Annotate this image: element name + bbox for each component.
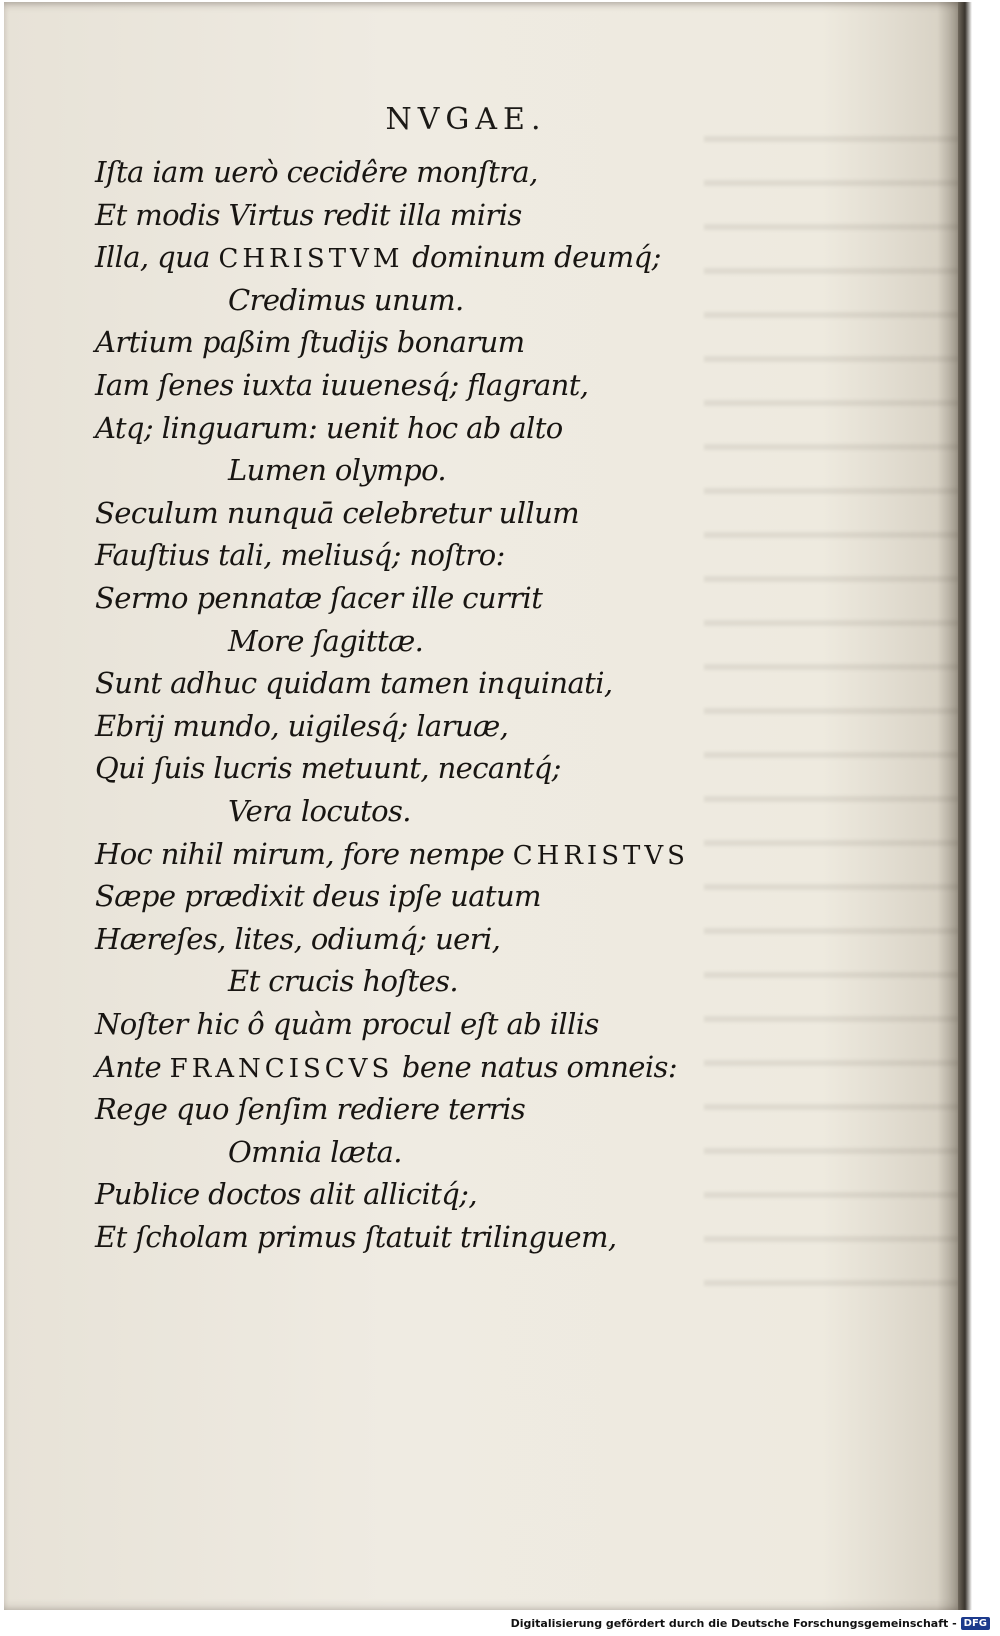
poem-line [95, 239, 661, 277]
line-text: Ante [95, 1049, 170, 1084]
line-text: Qui ſuis lucris metuunt, necantq́; [95, 751, 561, 786]
line-text-continued: dominum deumq́; [403, 240, 661, 275]
line-text: Vera locutos. [228, 794, 411, 828]
poem-line [228, 793, 411, 829]
line-text: Ebrij mundo, uigilesq́; laruæ, [95, 708, 509, 743]
poem-line [95, 324, 525, 360]
line-caps-text: FRANCISCVS [169, 1053, 394, 1084]
poem-line [95, 665, 613, 701]
line-text: Illa, qua [95, 240, 219, 275]
poem-line [95, 1091, 525, 1127]
line-text: Seculum nunquā celebretur ullum [95, 495, 580, 530]
page-edge [958, 2, 972, 1610]
poem-line [95, 836, 689, 874]
line-text: Sermo pennatæ ſacer ille currit [95, 581, 543, 615]
digitization-footer [511, 1613, 990, 1633]
line-caps-text: CHRISTVM [218, 244, 404, 275]
poem-line [95, 367, 588, 403]
poem-line [95, 1049, 677, 1087]
line-text: Sæpe prædixit deus ipſe uatum [95, 879, 541, 914]
line-text: Iſta iam uerò cecidêre monſtra, [95, 155, 538, 189]
poem-line [95, 878, 541, 914]
line-text: Lumen olympo. [228, 453, 447, 488]
poem-line [95, 537, 505, 573]
poem-line [95, 580, 542, 616]
poem-line [95, 197, 522, 233]
line-caps-text: CHRISTVS [512, 840, 689, 871]
line-text: More ſagittæ. [228, 623, 424, 658]
line-text-continued: bene natus omneis: [393, 1049, 677, 1084]
poem-line [95, 1176, 477, 1212]
book-page [4, 2, 966, 1610]
line-text: Noſter hic ô quàm procul eſt ab illis [95, 1007, 599, 1041]
line-text: Credimus unum. [228, 282, 464, 317]
poem-line [95, 1219, 617, 1255]
poem-line [95, 750, 561, 786]
poem-line [228, 452, 446, 488]
poem-line [95, 1006, 599, 1042]
dfg-logo-icon: DFG [961, 1617, 990, 1630]
line-text: Et ſcholam primus ſtatuit trilinguem, [95, 1220, 617, 1254]
line-text: Omnia læta. [228, 1134, 402, 1169]
poem-line [95, 154, 538, 190]
footer-credit: Digitalisierung gefördert durch die Deutsche Forschungsgemeinschaft - [510, 1616, 957, 1630]
line-text: Iam ſenes iuxta iuuenesq́; flagrant, [95, 368, 589, 402]
poem-line [95, 495, 579, 531]
line-text: Artium paßim ſtudijs bonarum [95, 325, 525, 360]
poem-line [95, 921, 500, 957]
line-text: Hæreſes, lites, odiumq́; ueri, [95, 921, 501, 956]
line-text: Publice doctos alit allicitq́;, [95, 1177, 477, 1212]
poem-line [228, 282, 464, 318]
line-text: Hoc nihil mirum, fore nempe [95, 836, 513, 871]
poem-line [95, 708, 508, 744]
poem-line [95, 410, 563, 446]
line-text: Sunt adhuc quidam tamen inquinati, [95, 666, 613, 701]
bleed-through-text [704, 102, 964, 1302]
running-header: NVGAE. [385, 102, 547, 137]
line-text: Rege quo ſenſim rediere terris [95, 1092, 526, 1127]
poem-line [228, 1134, 402, 1170]
line-text: Et modis Virtus redit illa miris [95, 197, 522, 232]
poem-line [228, 623, 423, 659]
line-text: Fauſtius tali, meliusq́; noſtro: [95, 538, 505, 573]
line-text: Atq; linguarum: uenit hoc ab alto [95, 410, 563, 445]
poem-line [228, 963, 458, 999]
line-text: Et crucis hoſtes. [228, 964, 459, 999]
